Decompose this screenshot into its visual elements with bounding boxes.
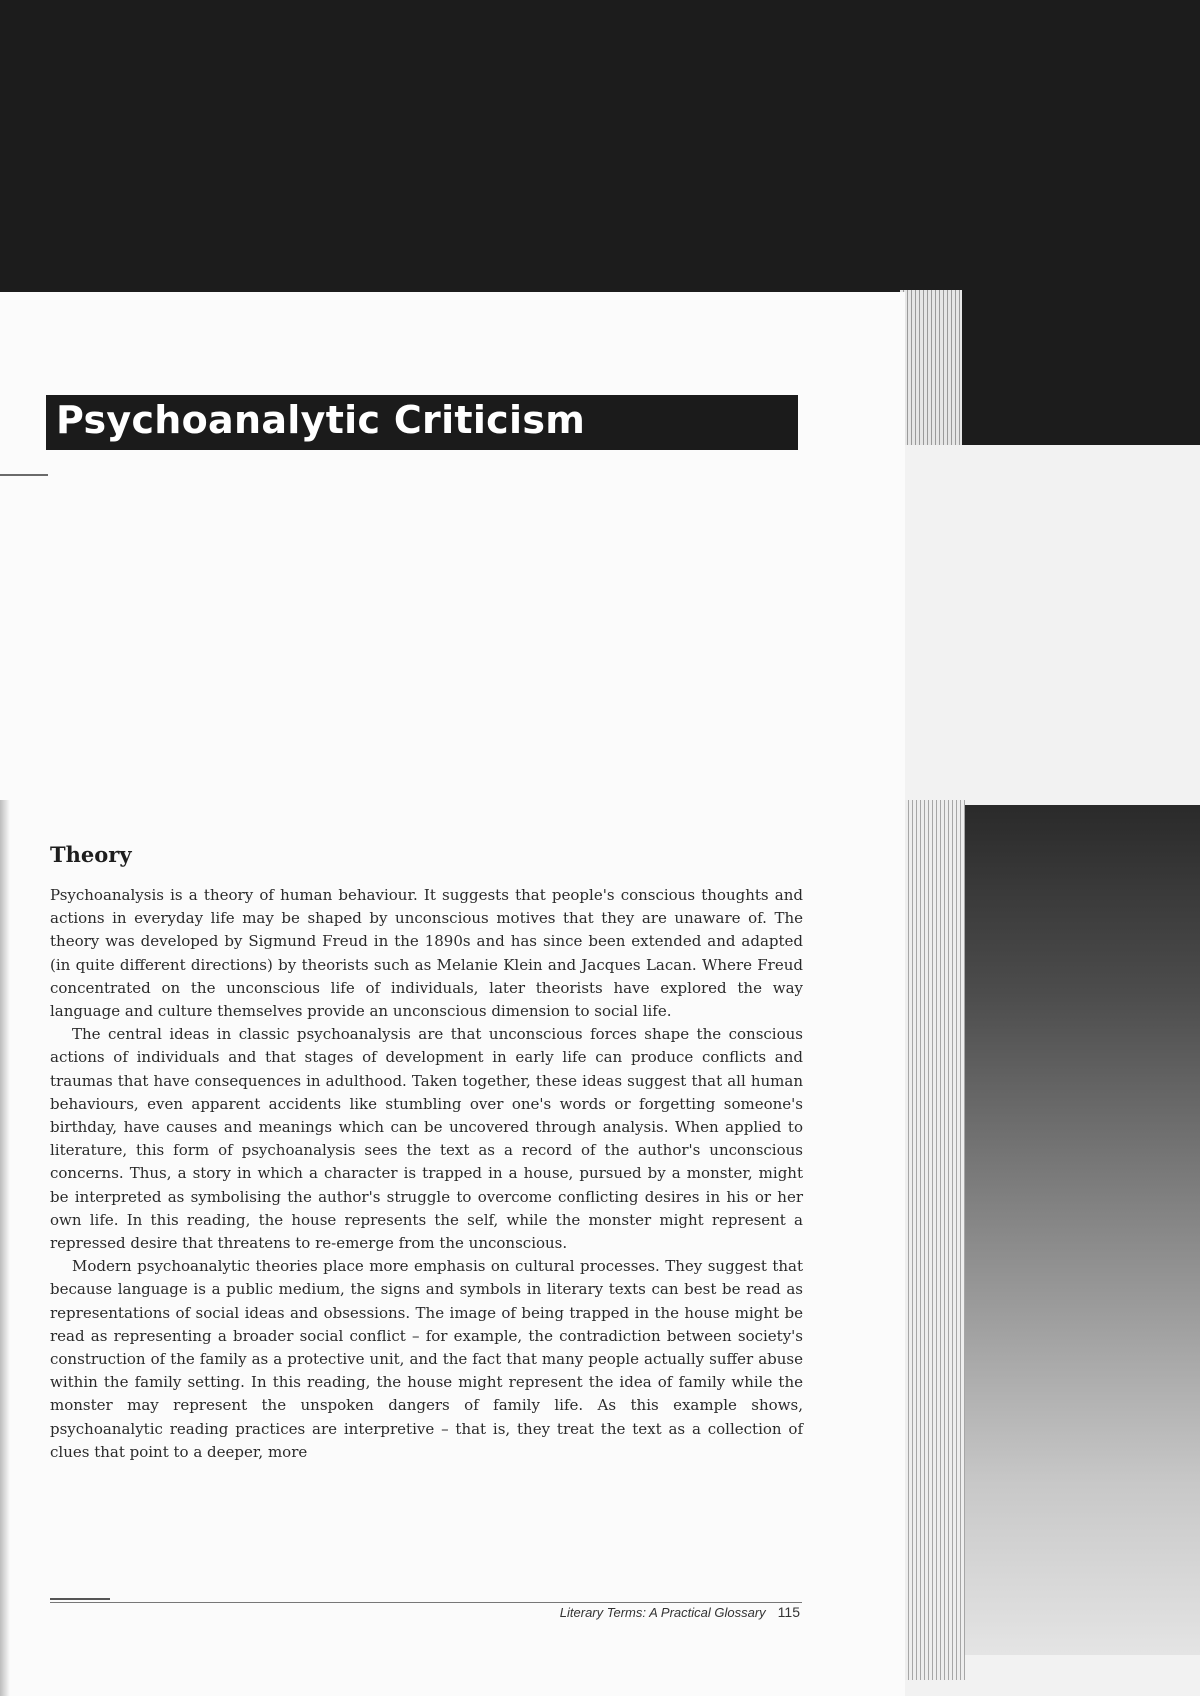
paragraph: The central ideas in classic psychoanalysis are that unconscious forces shape the conscious actions of individuals and that stages of development in early life can produce conflicts and traumas that have consequences in adulthood. Taken together, these ideas suggest that all human behaviours, even apparent accidents like stumbling over one's words or forgetting someone's birthday, have causes and meanings which can be uncovered through analysis. When applied to literature, this form of psychoanalysis sees the text as a record of the author's unconscious concerns. Thus, a story in which a character is trapped in a house, pursued by a monster, might be interpreted as symbolising the author's struggle to overcome conflicting desires in his or her own life. In this reading, the house represents the self, while the monster might represent a repressed desire that threatens to re-emerge from the unconscious. bbox=[50, 1025, 803, 1253]
page-edges-right bbox=[905, 800, 965, 1680]
footer-book-title: Literary Terms: A Practical Glossary bbox=[559, 1605, 766, 1620]
page-shadow-left bbox=[0, 800, 10, 1696]
paragraph: Modern psychoanalytic theories place more emphasis on cultural processes. They suggest that because language is a public medium, the signs and symbols in literary texts can best be read as representations of social ideas and obsessions. The image of being trapped in the house might be read as representing a broader social conflict – for example, the contradiction between society's construction of the family as a protective unit, and the fact that many people actually suffer abuse within the family setting. In this reading, the house might represent the idea of family while the monster may represent the unspoken dangers of family life. As this example shows, psychoanalytic reading practices are interpretive – that is, they treat the text as a collection of clues that point to a deeper, more bbox=[50, 1257, 803, 1461]
title-rule bbox=[0, 474, 48, 476]
page-number: 115 bbox=[777, 1604, 800, 1620]
scan-background-right bbox=[965, 805, 1200, 1655]
body-text bbox=[50, 884, 803, 1464]
chapter-title-bar bbox=[46, 395, 798, 450]
chapter-title: Psychoanalytic Criticism bbox=[56, 398, 586, 442]
page-edges-top bbox=[900, 290, 962, 445]
paragraph: Psychoanalysis is a theory of human behaviour. It suggests that people's conscious thoughts and actions in everyday life may be shaped by unconscious motives that they are unaware of. The theory was developed by Sigmund Freud in the 1890s and has since been extended and adapted (in quite different directions) by theorists such as Melanie Klein and Jacques Lacan. Where Freud concentrated on the unconscious life of individuals, later theorists have explored the way language and culture themselves provide an unconscious dimension to social life. bbox=[50, 886, 803, 1021]
footer-rule bbox=[50, 1602, 802, 1603]
page-footer bbox=[488, 1604, 800, 1620]
footer-rule-accent bbox=[50, 1598, 110, 1600]
scan-background-top bbox=[0, 0, 1200, 300]
section-heading: Theory bbox=[50, 842, 132, 867]
